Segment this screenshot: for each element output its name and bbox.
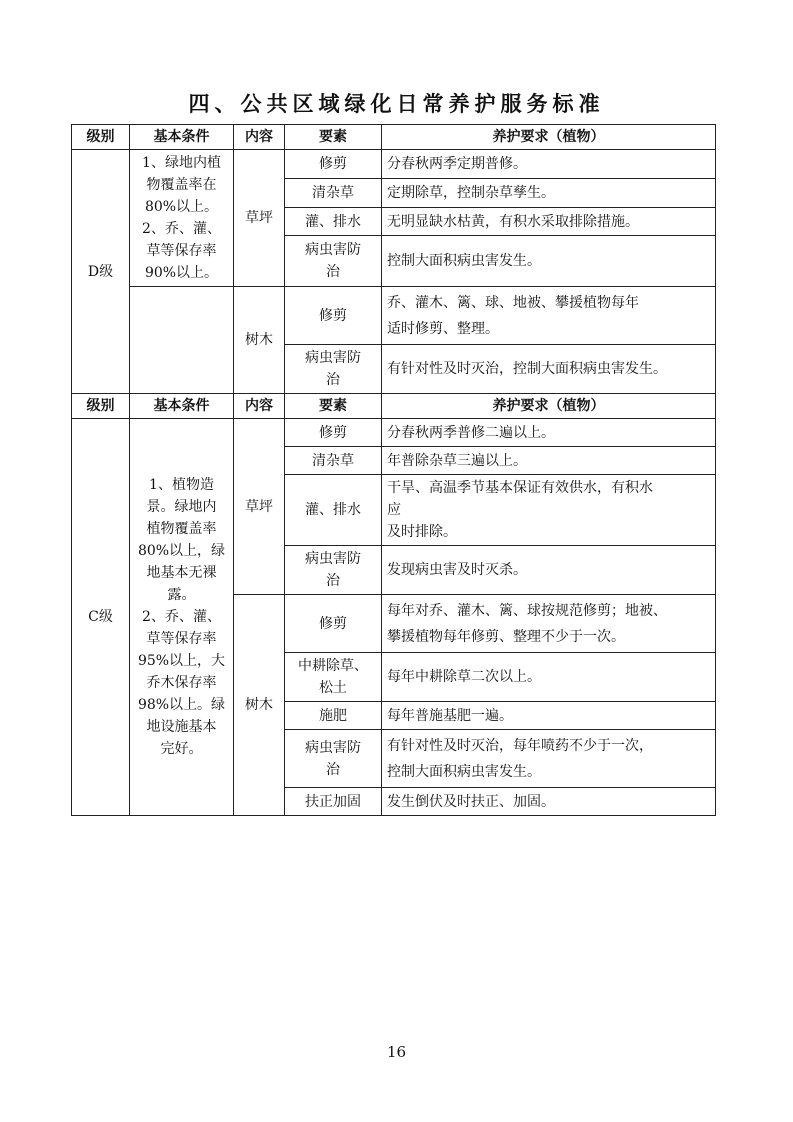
level-cell: C级 (72, 419, 130, 816)
requirement-cell: 无明显缺水枯黄，有积水采取排除措施。 (382, 207, 716, 236)
header-requirement: 养护要求（植物） (382, 125, 716, 150)
requirement-cell: 分春秋两季普修二遍以上。 (382, 419, 716, 447)
element-cell: 病虫害防 治 (285, 546, 382, 595)
requirement-cell: 发现病虫害及时灭杀。 (382, 546, 716, 595)
content-tree: 树木 (234, 287, 285, 394)
requirement-cell: 有针对性及时灭治，控制大面积病虫害发生。 (382, 345, 716, 394)
content-tree: 树木 (234, 595, 285, 816)
table-row (72, 419, 716, 447)
requirement-cell: 每年普施基肥一遍。 (382, 702, 716, 730)
requirement-cell: 干旱、高温季节基本保证有效供水，有积水 应 及时排除。 (382, 475, 716, 546)
element-cell: 修剪 (285, 595, 382, 653)
element-cell: 病虫害防 治 (285, 345, 382, 394)
requirement-cell: 乔、灌木、篱、球、地被、攀援植物每年 适时修剪、整理。 (382, 287, 716, 345)
table-row (72, 150, 716, 179)
header-condition: 基本条件 (130, 125, 234, 150)
element-cell: 病虫害防 治 (285, 236, 382, 287)
element-cell: 修剪 (285, 150, 382, 179)
header-element: 要素 (285, 394, 382, 419)
header-content: 内容 (234, 125, 285, 150)
element-cell: 扶正加固 (285, 788, 382, 816)
element-cell: 灌、排水 (285, 475, 382, 546)
table-row (72, 287, 716, 345)
content-lawn: 草坪 (234, 419, 285, 595)
level-cell: D级 (72, 150, 130, 394)
requirement-cell: 每年对乔、灌木、篱、球按规范修剪；地被、 攀援植物每年修剪、整理不少于一次。 (382, 595, 716, 653)
requirement-cell: 分春秋两季定期普修。 (382, 150, 716, 179)
header-level: 级别 (72, 394, 130, 419)
element-cell: 修剪 (285, 287, 382, 345)
requirement-cell: 每年中耕除草二次以上。 (382, 653, 716, 702)
page-title: 四、公共区域绿化日常养护服务标准 (188, 92, 605, 116)
header-level: 级别 (72, 125, 130, 150)
requirement-cell: 定期除草，控制杂草孳生。 (382, 178, 716, 207)
element-cell: 修剪 (285, 419, 382, 447)
element-cell: 清杂草 (285, 447, 382, 475)
element-cell: 施肥 (285, 702, 382, 730)
table-header-row (72, 125, 716, 150)
header-requirement: 养护要求（植物） (382, 394, 716, 419)
content-lawn: 草坪 (234, 150, 285, 287)
header-condition: 基本条件 (130, 394, 234, 419)
element-cell: 中耕除草、 松土 (285, 653, 382, 702)
condition-cell-empty (130, 287, 234, 394)
header-element: 要素 (285, 125, 382, 150)
page-number: 16 (386, 1043, 407, 1061)
condition-cell: 1、绿地内植 物覆盖率在 80%以上。 2、乔、灌、 草等保存率 90%以上。 (130, 150, 234, 287)
requirement-cell: 发生倒伏及时扶正、加固。 (382, 788, 716, 816)
element-cell: 灌、排水 (285, 207, 382, 236)
maintenance-standard-table (71, 124, 716, 816)
element-cell: 病虫害防 治 (285, 730, 382, 788)
element-cell: 清杂草 (285, 178, 382, 207)
header-content: 内容 (234, 394, 285, 419)
requirement-cell: 有针对性及时灭治，每年喷药不少于一次， 控制大面积病虫害发生。 (382, 730, 716, 788)
requirement-cell: 年普除杂草三遍以上。 (382, 447, 716, 475)
condition-cell: 1、植物造 景。绿地内 植物覆盖率 80%以上，绿 地基本无裸 露。 2、乔、灌、 草等保存率 95%以上，大 乔木保存率 98%以上。绿 地设施基本 完好。 (130, 419, 234, 816)
requirement-cell: 控制大面积病虫害发生。 (382, 236, 716, 287)
table-header-row (72, 394, 716, 419)
